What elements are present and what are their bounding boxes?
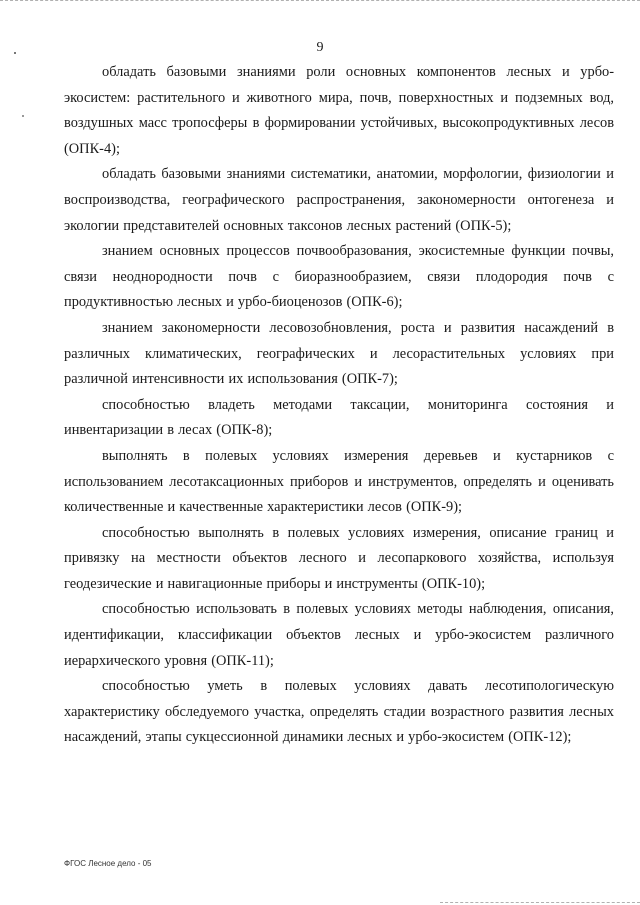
paragraph-opk-12: способностью уметь в полевых условиях давать лесотипологическую характеристику обследуемого участка, определять стадии возрастного развития лесных насаждений, этапы сукцессионной динамики лесных и урбо-экосистем (ОПК-12); [64,678,614,746]
paragraph-opk-8: способностью владеть методами таксации, мониторинга состояния и инвентаризации в лесах (ОПК-8); [64,396,614,439]
paragraph-opk-4: обладать базовыми знаниями роли основных компонентов лесных и урбо-экосистем: растительного и животного мира, почв, поверхностных и подземных вод, воздушных масс тропосферы в формировании устойчивых, высокопродуктивных лесов (ОПК-4); [64,64,614,157]
page-footer: ФГОС Лесное дело - 05 [64,859,152,868]
scan-speck [22,115,24,117]
paragraph-opk-9: выполнять в полевых условиях измерения деревьев и кустарников с использованием лесотаксационных приборов и инструментов, определять и оценивать количественные и качественные характеристики лесов (ОПК-9); [64,447,614,516]
document-body [64,60,614,751]
paragraph-opk-6: знанием основных процессов почвообразования, экосистемные функции почвы, связи неоднородности почв с биоразнообразием, связи плодородия почв с продуктивностью лесных и урбо-биоценозов (ОПК-6); [64,243,614,311]
page-number: 9 [316,40,324,55]
paragraph-opk-7: знанием закономерности лесовозобновления, роста и развития насаждений в различных климатических, географических и лесорастительных условиях при различной интенсивности их использования (ОПК-7); [64,319,614,388]
paragraph-opk-11: способностью использовать в полевых условиях методы наблюдения, описания, идентификации, классификации объектов лесных и урбо-экосистем различного иерархического уровня (ОПК-11); [64,601,614,669]
paragraph-opk-5: обладать базовыми знаниями систематики, анатомии, морфологии, физиологии и воспроизводства, географического распространения, закономерности онтогенеза и экологии представителей основных таксонов лесных растений (ОПК-5); [64,166,614,234]
top-edge-line [0,0,640,3]
paragraph-opk-10: способностью выполнять в полевых условиях измерения, описание границ и привязку на местности объектов лесного и лесопаркового хозяйства, используя геодезические и навигационные приборы и инструменты (ОПК-10); [64,524,614,592]
